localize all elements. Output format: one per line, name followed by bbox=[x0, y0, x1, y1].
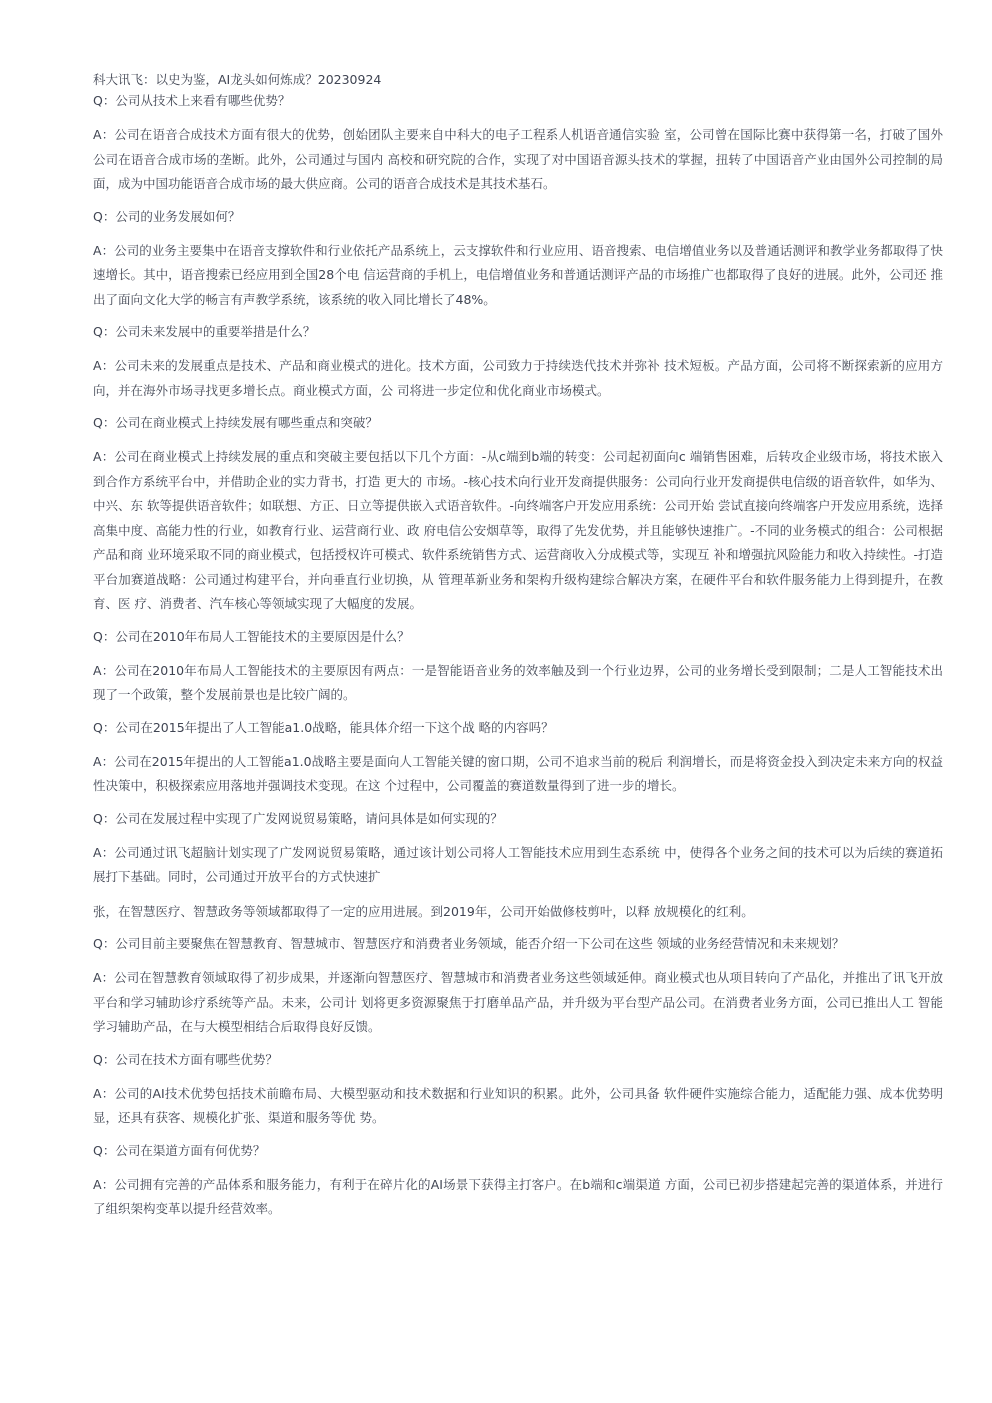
question-text: Q：公司未来发展中的重要举措是什么？ bbox=[93, 324, 316, 339]
answer-text: A：公司在语音合成技术方面有很大的优势，创始团队主要来自中科大的电子工程系人机语音通信实验 室，公司曾在国际比赛中获得第一名，打破了国外公司在语音合成市场的垄断。此外，公司通过与国内 高校和研究院的合作，实现了对中国语音源头技术的掌握，扭转了中国语音产业由国外公司控制的局 面，成为中国功能语音合成市场的最大供应商。公司的语音合成技术是其技术基石。 bbox=[93, 127, 943, 191]
question-text: Q：公司在发展过程中实现了广发网说贸易策略，请问具体是如何实现的？ bbox=[93, 810, 503, 826]
qa-block bbox=[93, 934, 943, 1040]
question-text: Q：公司在2015年提出了人工智能a1.0战略，能具体介绍一下这个战 略的内容吗？ bbox=[93, 719, 554, 735]
document-title: 科大讯飞：以史为鉴，AI龙头如何炼成？20230924 bbox=[93, 72, 382, 87]
answer-text: A：公司通过讯飞超脑计划实现了广发网说贸易策略，通过该计划公司将人工智能技术应用到生态系统 中，使得各个业务之间的技术可以为后续的赛道拓展打下基础。同时，公司通过开放平台的方式快速扩 bbox=[93, 844, 943, 884]
question-text: Q：公司在商业模式上持续发展有哪些重点和突破？ bbox=[93, 415, 378, 430]
qa-block bbox=[93, 207, 943, 313]
qa-list bbox=[93, 91, 943, 1222]
answer-text: A：公司未来的发展重点是技术、产品和商业模式的进化。技术方面，公司致力于持续迭代技术并弥补 技术短板。产品方面，公司将不断探索新的应用方向，并在海外市场寻找更多增长点。商业模式方面，公 司将进一步定位和优化商业市场模式。 bbox=[93, 358, 943, 398]
qa-block bbox=[93, 1141, 943, 1222]
qa-block bbox=[93, 627, 943, 708]
qa-block bbox=[93, 322, 943, 403]
document-page bbox=[93, 70, 943, 1232]
answer-text: A：公司在2010年布局人工智能技术的主要原因有两点：一是智能语音业务的效率触及到一个行业边界，公司的业务增长受到限制；二是人工智能技术出现了一个政策，整个发展前景也是比较广阔的。 bbox=[93, 662, 943, 702]
answer-text: A：公司在商业模式上持续发展的重点和突破主要包括以下几个方面：-从c端到b端的转变：公司起初面向c 端销售困难，后转攻企业级市场，将技术嵌入到合作方系统平台中，并借助企业的实力背书，打造 更大的 市场。-核心技术向行业开发商提供服务：公司向行业开发商提供电信级的语音软件，如华为、中兴、东 软等提供语音软件；如联想、方正、日立等提供嵌入式语音软件。-向终端客户开发应用系统：公司开始 尝试直接向终端客户开发应用系统，选择高集中度、高能力性的行业，如教育行业、运营商行业、政 府电信公安烟草等，取得了先发优势，并且能够快速推广。-不同的业务模式的组合：公司根据产品和商 业环境采取不同的商业模式，包括授权许可模式、软件系统销售方式、运营商收入分成模式等，实现互 补和增强抗风险能力和收入持续性。-打造平台加赛道战略：公司通过构建平台，并向垂直行业切换，从 管理革新业务和架构升级构建综合解决方案，在硬件平台和软件服务能力上得到提升，在教育、医 疗、消费者、汽车核心等领域实现了大幅度的发展。 bbox=[93, 449, 943, 611]
answer-text: 张，在智慧医疗、智慧政务等领域都取得了一定的应用进展。到2019年，公司开始做修枝剪叶，以释 放规模化的红利。 bbox=[93, 903, 754, 919]
qa-block bbox=[93, 809, 943, 925]
answer-text: A：公司拥有完善的产品体系和服务能力，有利于在碎片化的AI场景下获得主打客户。在b端和c端渠道 方面，公司已初步搭建起完善的渠道体系，并进行了组织架构变革以提升经营效率。 bbox=[93, 1176, 943, 1216]
qa-block bbox=[93, 1050, 943, 1131]
question-text: Q：公司的业务发展如何？ bbox=[93, 208, 241, 224]
answer-text: A：公司的业务主要集中在语音支撑软件和行业依托产品系统上，云支撑软件和行业应用、语音搜索、电信增值业务以及普通话测评和教学业务都取得了快速增长。其中，语音搜索已经应用到全国28个电 信运营商的手机上，电信增值业务和普通话测评产品的市场推广也都取得了良好的进展。此外，公司还 推出了面向文化大学的畅言有声教学系统，该系统的收入同比增长了48%。 bbox=[93, 242, 943, 307]
answer-text: A：公司的AI技术优势包括技术前瞻布局、大模型驱动和技术数据和行业知识的积累。此外，公司具备 软件硬件实施综合能力，适配能力强、成本优势明显，还具有获客、规模化扩张、渠道和服务等优 势。 bbox=[93, 1085, 943, 1125]
qa-block bbox=[93, 91, 943, 197]
qa-block bbox=[93, 718, 943, 799]
question-text: Q：公司在技术方面有哪些优势？ bbox=[93, 1051, 278, 1067]
question-text: Q：公司在渠道方面有何优势？ bbox=[93, 1142, 266, 1158]
answer-text: A：公司在2015年提出的人工智能a1.0战略主要是面向人工智能关键的窗口期，公司不追求当前的税后 利润增长，而是将资金投入到决定未来方向的权益性决策中，积极探索应用落地并强调技术变现。在这 个过程中，公司覆盖的赛道数量得到了进一步的增长。 bbox=[93, 753, 943, 793]
question-text: Q：公司从技术上来看有哪些优势？ bbox=[93, 93, 291, 108]
question-text: Q：公司目前主要聚焦在智慧教育、智慧城市、智慧医疗和消费者业务领域，能否介绍一下公司在这些 领域的业务经营情况和未来规划？ bbox=[93, 936, 845, 951]
answer-text: A：公司在智慧教育领域取得了初步成果，并逐渐向智慧医疗、智慧城市和消费者业务这些领域延伸。商业模式也从项目转向了产品化，并推出了讯飞开放平台和学习辅助诊疗系统等产品。未来，公司计 划将更多资源聚焦于打磨单品产品，并升级为平台型产品公司。在消费者业务方面，公司已推出人工 智能学习辅助产品，在与大模型相结合后取得良好反馈。 bbox=[93, 970, 943, 1034]
question-text: Q：公司在2010年布局人工智能技术的主要原因是什么？ bbox=[93, 628, 410, 644]
qa-block bbox=[93, 413, 943, 617]
